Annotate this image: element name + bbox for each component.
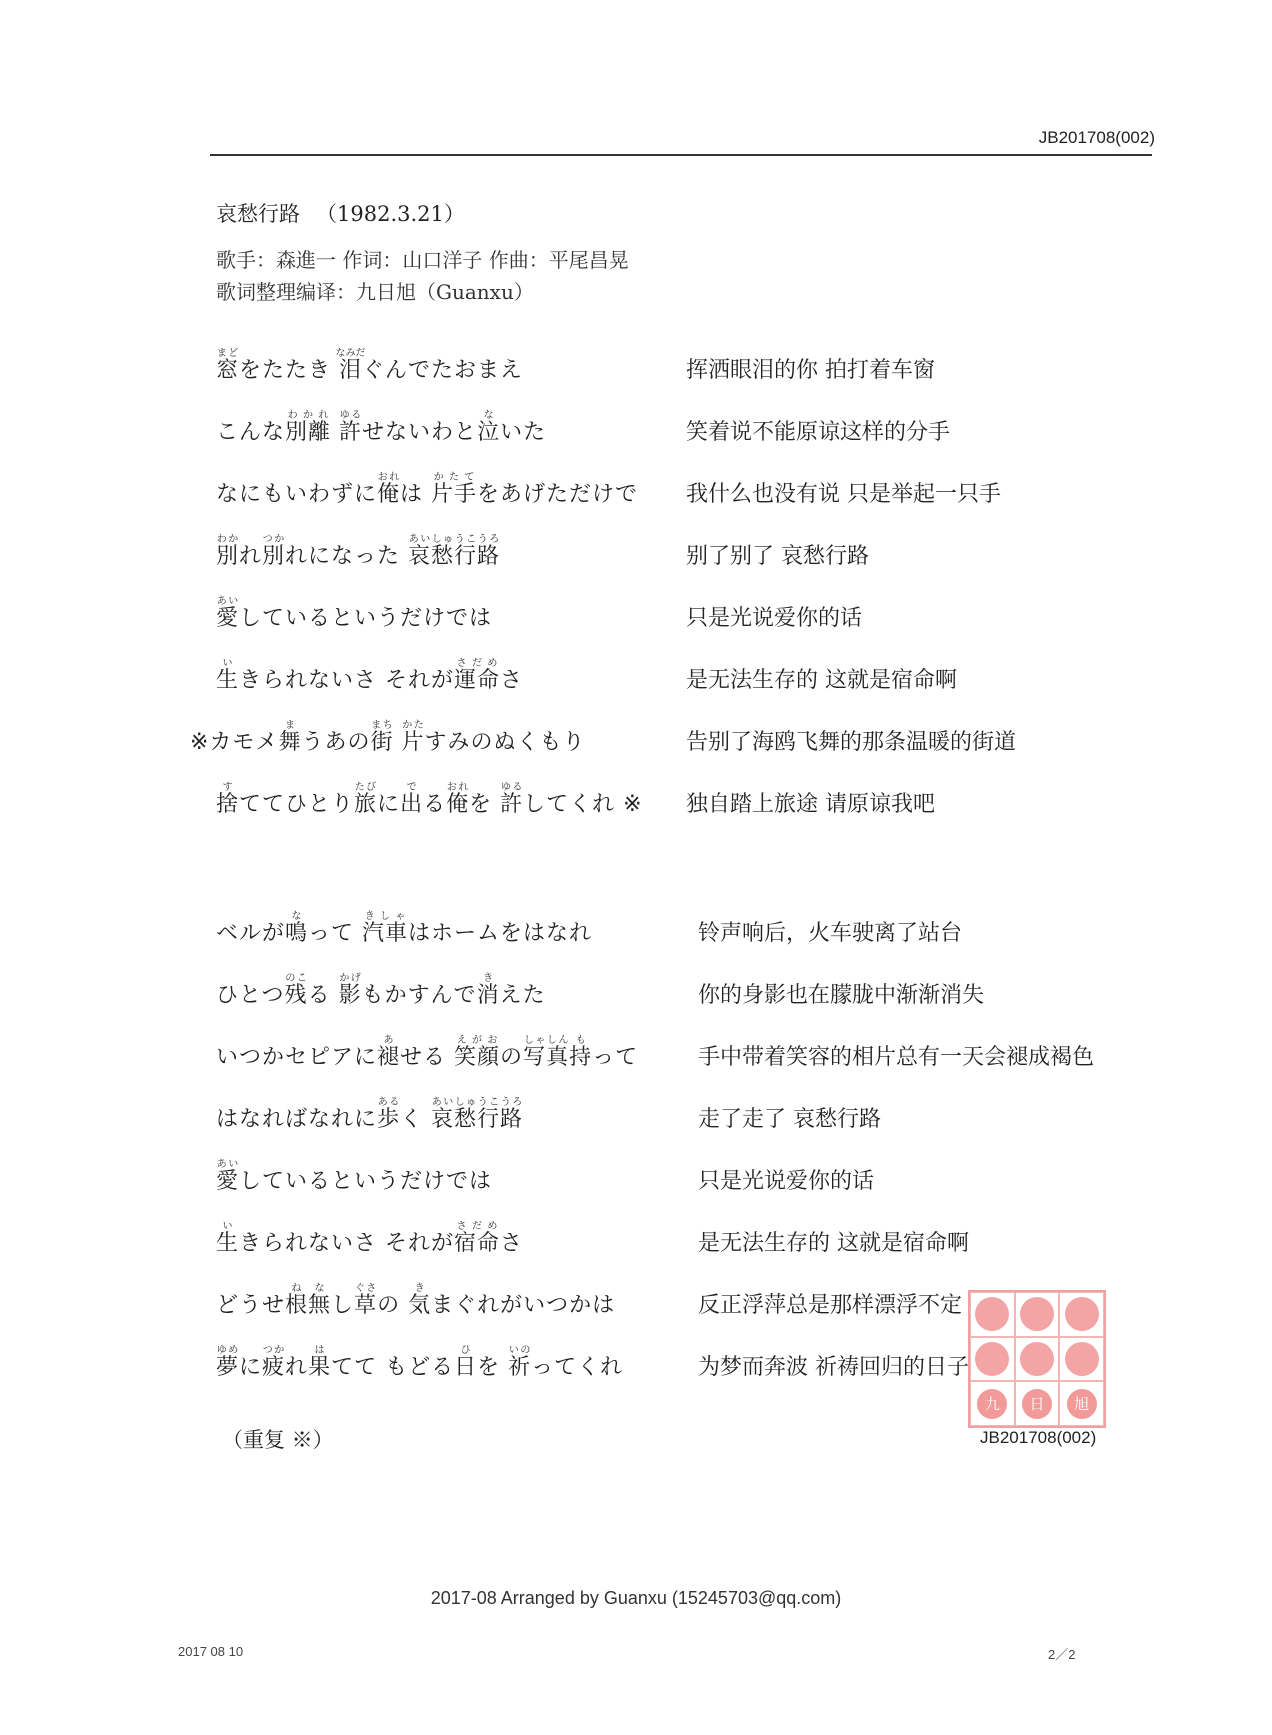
furigana: おれ (377, 472, 401, 483)
japanese-lyric (216, 911, 592, 947)
lyric-text: に (377, 792, 401, 817)
furigana: わか (216, 534, 240, 545)
lyric-text: は (400, 482, 432, 507)
ruby-word: 生い (216, 658, 240, 693)
lyric-text: って (592, 1045, 639, 1070)
furigana: たび (354, 782, 378, 793)
furigana: な (285, 911, 309, 922)
lyric-text: なにもいわずに (216, 482, 378, 507)
ruby-word: 汽車きしゃ (362, 911, 409, 946)
lyric-text: しているというだけでは (239, 1169, 493, 1194)
ruby-word: 根無ねな (285, 1283, 332, 1318)
furigana: あい (216, 1159, 240, 1170)
furigana: さだめ (454, 1221, 501, 1232)
lyric-text: の (500, 1045, 524, 1070)
furigana: は (308, 1345, 332, 1356)
lyric-text: の (377, 1293, 409, 1318)
furigana: あいしゅうこうろ (431, 1097, 524, 1108)
ruby-word: 歩ある (377, 1097, 401, 1132)
footer-page-number: 2／2 (1048, 1647, 1076, 1662)
seal-stamp (968, 1290, 1106, 1428)
furigana: い (216, 658, 239, 669)
seal-dot (1020, 1342, 1054, 1376)
ruby-word: 褪あ (377, 1035, 401, 1070)
chinese-translation: 只是光说爱你的话 (698, 1169, 875, 1194)
lyric-line (0, 464, 1272, 514)
ruby-word: 哀愁行路あいしゅうこうろ (431, 1097, 524, 1132)
japanese-lyric (216, 1345, 623, 1381)
ruby-word: 別わか (216, 534, 240, 569)
lyric-text: きられないさ それが (239, 668, 455, 693)
lyric-text: れ (239, 544, 263, 569)
ruby-word: 果は (308, 1345, 332, 1380)
ruby-word: 許ゆる (500, 782, 524, 817)
seal-cell (970, 1381, 1015, 1426)
ruby-word: 許ゆる (339, 410, 363, 445)
lyric-text: えた (499, 983, 546, 1008)
lyric-text: きられないさ それが (239, 1231, 455, 1256)
lyric-line (0, 526, 1272, 576)
lyric-line (0, 712, 1272, 762)
furigana: わかれ (285, 410, 332, 421)
lyric-text: る (423, 792, 447, 817)
furigana: で (400, 782, 424, 793)
song-date: （1982.3.21） (316, 202, 465, 226)
japanese-lyric (216, 973, 546, 1009)
furigana: おれ (446, 782, 470, 793)
lyric-text: る (307, 983, 339, 1008)
seal-cell (1015, 1337, 1060, 1382)
ruby-word: 泣な (477, 410, 501, 445)
seal-cell (1059, 1381, 1104, 1426)
seal-cell (1059, 1292, 1104, 1337)
seal-character: 旭 (1067, 1389, 1097, 1419)
lyric-line (0, 588, 1272, 638)
seal-character: 日 (1022, 1389, 1052, 1419)
furigana: あ (377, 1035, 401, 1046)
lyric-text: し (331, 1293, 355, 1318)
seal-cell (1015, 1292, 1060, 1337)
furigana: つか (262, 534, 286, 545)
furigana: かた (401, 720, 425, 731)
lyric-line (0, 650, 1272, 700)
furigana: つか (262, 1345, 286, 1356)
ruby-word: 疲つか (262, 1345, 286, 1380)
japanese-lyric (216, 1283, 615, 1319)
furigana: いの (508, 1345, 532, 1356)
chinese-translation: 走了走了 哀愁行路 (698, 1107, 881, 1132)
seal-character: 九 (977, 1389, 1007, 1419)
ruby-word: 日ひ (454, 1345, 478, 1380)
lyric-text: さ (500, 1231, 524, 1256)
ruby-word: 俺おれ (446, 782, 470, 817)
seal-dot (1065, 1297, 1099, 1331)
lyric-line (0, 340, 1272, 390)
lyric-text: をたたき (239, 358, 340, 383)
lyric-text: してくれ ※ (523, 792, 643, 817)
ruby-word: 写真しゃしん (523, 1035, 570, 1070)
japanese-lyric (216, 1159, 492, 1195)
seal-cell (970, 1292, 1015, 1337)
ruby-word: 泪なみだ (335, 348, 366, 383)
chinese-translation: 笑着说不能原谅这样的分手 (686, 420, 951, 445)
lyric-text: こんな (216, 420, 286, 445)
lyric-text: ぐんでたおまえ (362, 358, 524, 383)
lyric-text: どうせ (216, 1293, 286, 1318)
japanese-lyric (216, 534, 500, 570)
ruby-word: 出で (400, 782, 424, 817)
furigana: き (476, 973, 500, 984)
chinese-translation: 告别了海鸥飞舞的那条温暖的街道 (686, 730, 1017, 755)
credits-line-2: 歌词整理编译：九日旭（Guanxu） (216, 280, 534, 304)
lyric-text: まぐれがいつかは (431, 1293, 616, 1318)
footer-date: 2017 08 10 (178, 1644, 244, 1659)
ruby-word: 舞ま (278, 720, 302, 755)
furigana: えがお (454, 1035, 501, 1046)
furigana: ぐさ (354, 1283, 378, 1294)
lyric-line (0, 1213, 1272, 1263)
chinese-translation: 我什么也没有说 只是举起一只手 (686, 482, 1001, 507)
japanese-lyric (216, 658, 523, 694)
furigana: ゆる (500, 782, 524, 793)
lyric-line (0, 1027, 1272, 1077)
ruby-word: 消き (476, 973, 500, 1008)
ruby-word: 窓まど (216, 348, 240, 383)
ruby-word: 捨す (216, 782, 240, 817)
ruby-word: 旅たび (354, 782, 378, 817)
lyric-text: ※カモメ (190, 730, 279, 755)
lyric-line (0, 1151, 1272, 1201)
seal-code: JB201708(002) (980, 1428, 1097, 1447)
ruby-word: 影かげ (338, 973, 362, 1008)
lyric-line (0, 402, 1272, 452)
seal-dot (1065, 1342, 1099, 1376)
lyric-text: ひとつ (216, 983, 285, 1008)
ruby-word: 別離わかれ (285, 410, 332, 445)
ruby-word: 祈いの (508, 1345, 532, 1380)
lyric-text: ててひとり (239, 792, 355, 817)
lyric-text: れ (285, 1355, 309, 1380)
lyric-text: に (239, 1355, 263, 1380)
japanese-lyric (216, 348, 523, 384)
furigana: な (477, 410, 501, 421)
ruby-word: 残のこ (284, 973, 308, 1008)
furigana: あいしゅうこうろ (408, 534, 501, 545)
seal-dot (1020, 1297, 1054, 1331)
chinese-translation: 独自踏上旅途 请原谅我吧 (686, 792, 935, 817)
lyric-text: ってくれ (531, 1355, 624, 1380)
japanese-lyric (216, 472, 638, 508)
seal-dot (975, 1297, 1009, 1331)
lyric-text: さ (500, 668, 524, 693)
furigana: ひ (454, 1345, 478, 1356)
ruby-word: 愛あい (216, 1159, 240, 1194)
furigana: かげ (338, 973, 362, 984)
chinese-translation: 手中带着笑容的相片总有一天会褪成褐色 (698, 1045, 1095, 1070)
lyric-text: はホームをはなれ (408, 921, 593, 946)
lyric-line (0, 903, 1272, 953)
furigana: まち (370, 720, 394, 731)
furigana: あい (216, 596, 240, 607)
furigana: なみだ (335, 348, 366, 359)
header-code: JB201708(002) (1038, 128, 1155, 147)
lyric-line (0, 774, 1272, 824)
furigana: す (216, 782, 239, 793)
ruby-word: 街まち (370, 720, 394, 755)
furigana: ゆめ (216, 1345, 240, 1356)
seal-dot (975, 1342, 1009, 1376)
chinese-translation: 挥洒眼泪的你 拍打着车窗 (686, 358, 935, 383)
ruby-word: 愛あい (216, 596, 240, 631)
furigana: ねな (285, 1283, 332, 1294)
furigana: さだめ (454, 658, 501, 669)
furigana: のこ (284, 973, 308, 984)
lyric-text: すみのぬくもり (424, 730, 586, 755)
page-title (216, 198, 465, 228)
lyric-text: いつかセピアに (216, 1045, 378, 1070)
chinese-translation: 为梦而奔波 祈祷回归的日子 (698, 1355, 969, 1380)
ruby-word: 持も (569, 1035, 593, 1070)
lyric-text: もかすんで (361, 983, 477, 1008)
ruby-word: 俺おれ (377, 472, 401, 507)
ruby-word: 気き (408, 1283, 432, 1318)
seal-cell (970, 1337, 1015, 1382)
furigana: かたて (431, 472, 478, 483)
furigana: き (408, 1283, 432, 1294)
ruby-word: 夢ゆめ (216, 1345, 240, 1380)
ruby-word: 宿命さだめ (454, 1221, 501, 1256)
furigana: しゃしん (523, 1035, 570, 1046)
chinese-translation: 是无法生存的 这就是宿命啊 (686, 668, 957, 693)
japanese-lyric (216, 782, 643, 818)
lyric-text: せないわと (362, 420, 478, 445)
chinese-translation: 别了别了 哀愁行路 (686, 544, 869, 569)
ruby-word: 鳴な (285, 911, 309, 946)
lyric-text: を (477, 1355, 509, 1380)
lyric-line (0, 965, 1272, 1015)
ruby-word: 草ぐさ (354, 1283, 378, 1318)
lyric-text: しているというだけでは (239, 606, 493, 631)
furigana: ま (278, 720, 302, 731)
ruby-word: 片手かたて (431, 472, 478, 507)
header-rule (210, 154, 1152, 156)
lyric-line (0, 1089, 1272, 1139)
japanese-lyric (216, 410, 546, 446)
lyric-text: ベルが (216, 921, 286, 946)
furigana: も (569, 1035, 593, 1046)
japanese-lyric (216, 1035, 638, 1071)
seal-cell (1015, 1381, 1060, 1426)
chinese-translation: 是无法生存的 这就是宿命啊 (698, 1231, 969, 1256)
japanese-lyric (190, 720, 586, 756)
lyric-text: をあげただけで (477, 482, 639, 507)
ruby-word: 笑顔えがお (454, 1035, 501, 1070)
song-title: 哀愁行路 (216, 202, 300, 226)
ruby-word: 別つか (262, 534, 286, 569)
japanese-lyric (216, 596, 492, 632)
chinese-translation: 你的身影也在朦胧中渐渐消失 (698, 983, 985, 1008)
furigana: ある (377, 1097, 401, 1108)
ruby-word: 片かた (401, 720, 425, 755)
lyric-text: を (469, 792, 501, 817)
chinese-translation: 铃声响后，火车驶离了站台 (698, 921, 963, 946)
lyric-text: いた (500, 420, 547, 445)
lyric-text: く (400, 1107, 432, 1132)
furigana: きしゃ (362, 911, 409, 922)
repeat-note: （重复 ※） (222, 1428, 334, 1452)
chinese-translation: 反正浮萍总是那样漂浮不定 (698, 1293, 963, 1318)
ruby-word: 生い (216, 1221, 240, 1256)
ruby-word: 哀愁行路あいしゅうこうろ (408, 534, 501, 569)
japanese-lyric (216, 1097, 523, 1133)
furigana: まど (216, 348, 240, 359)
furigana: ゆる (339, 410, 363, 421)
furigana: い (216, 1221, 239, 1232)
ruby-word: 運命さだめ (454, 658, 501, 693)
lyric-text: はなればなれに (216, 1107, 378, 1132)
seal-cell (1059, 1337, 1104, 1382)
chinese-translation: 只是光说爱你的话 (686, 606, 863, 631)
lyric-text (331, 420, 339, 445)
credits-line-1: 歌手：森進一 作词：山口洋子 作曲：平尾昌晃 (216, 248, 629, 272)
footer-arranged: 2017-08 Arranged by Guanxu (15245703@qq.com) (430, 1588, 842, 1608)
lyric-text: れになった (285, 544, 409, 569)
lyric-text: せる (400, 1045, 455, 1070)
japanese-lyric (216, 1221, 523, 1257)
lyric-text: って (308, 921, 363, 946)
lyric-text: うあの (301, 730, 371, 755)
lyric-text: てて もどる (331, 1355, 455, 1380)
